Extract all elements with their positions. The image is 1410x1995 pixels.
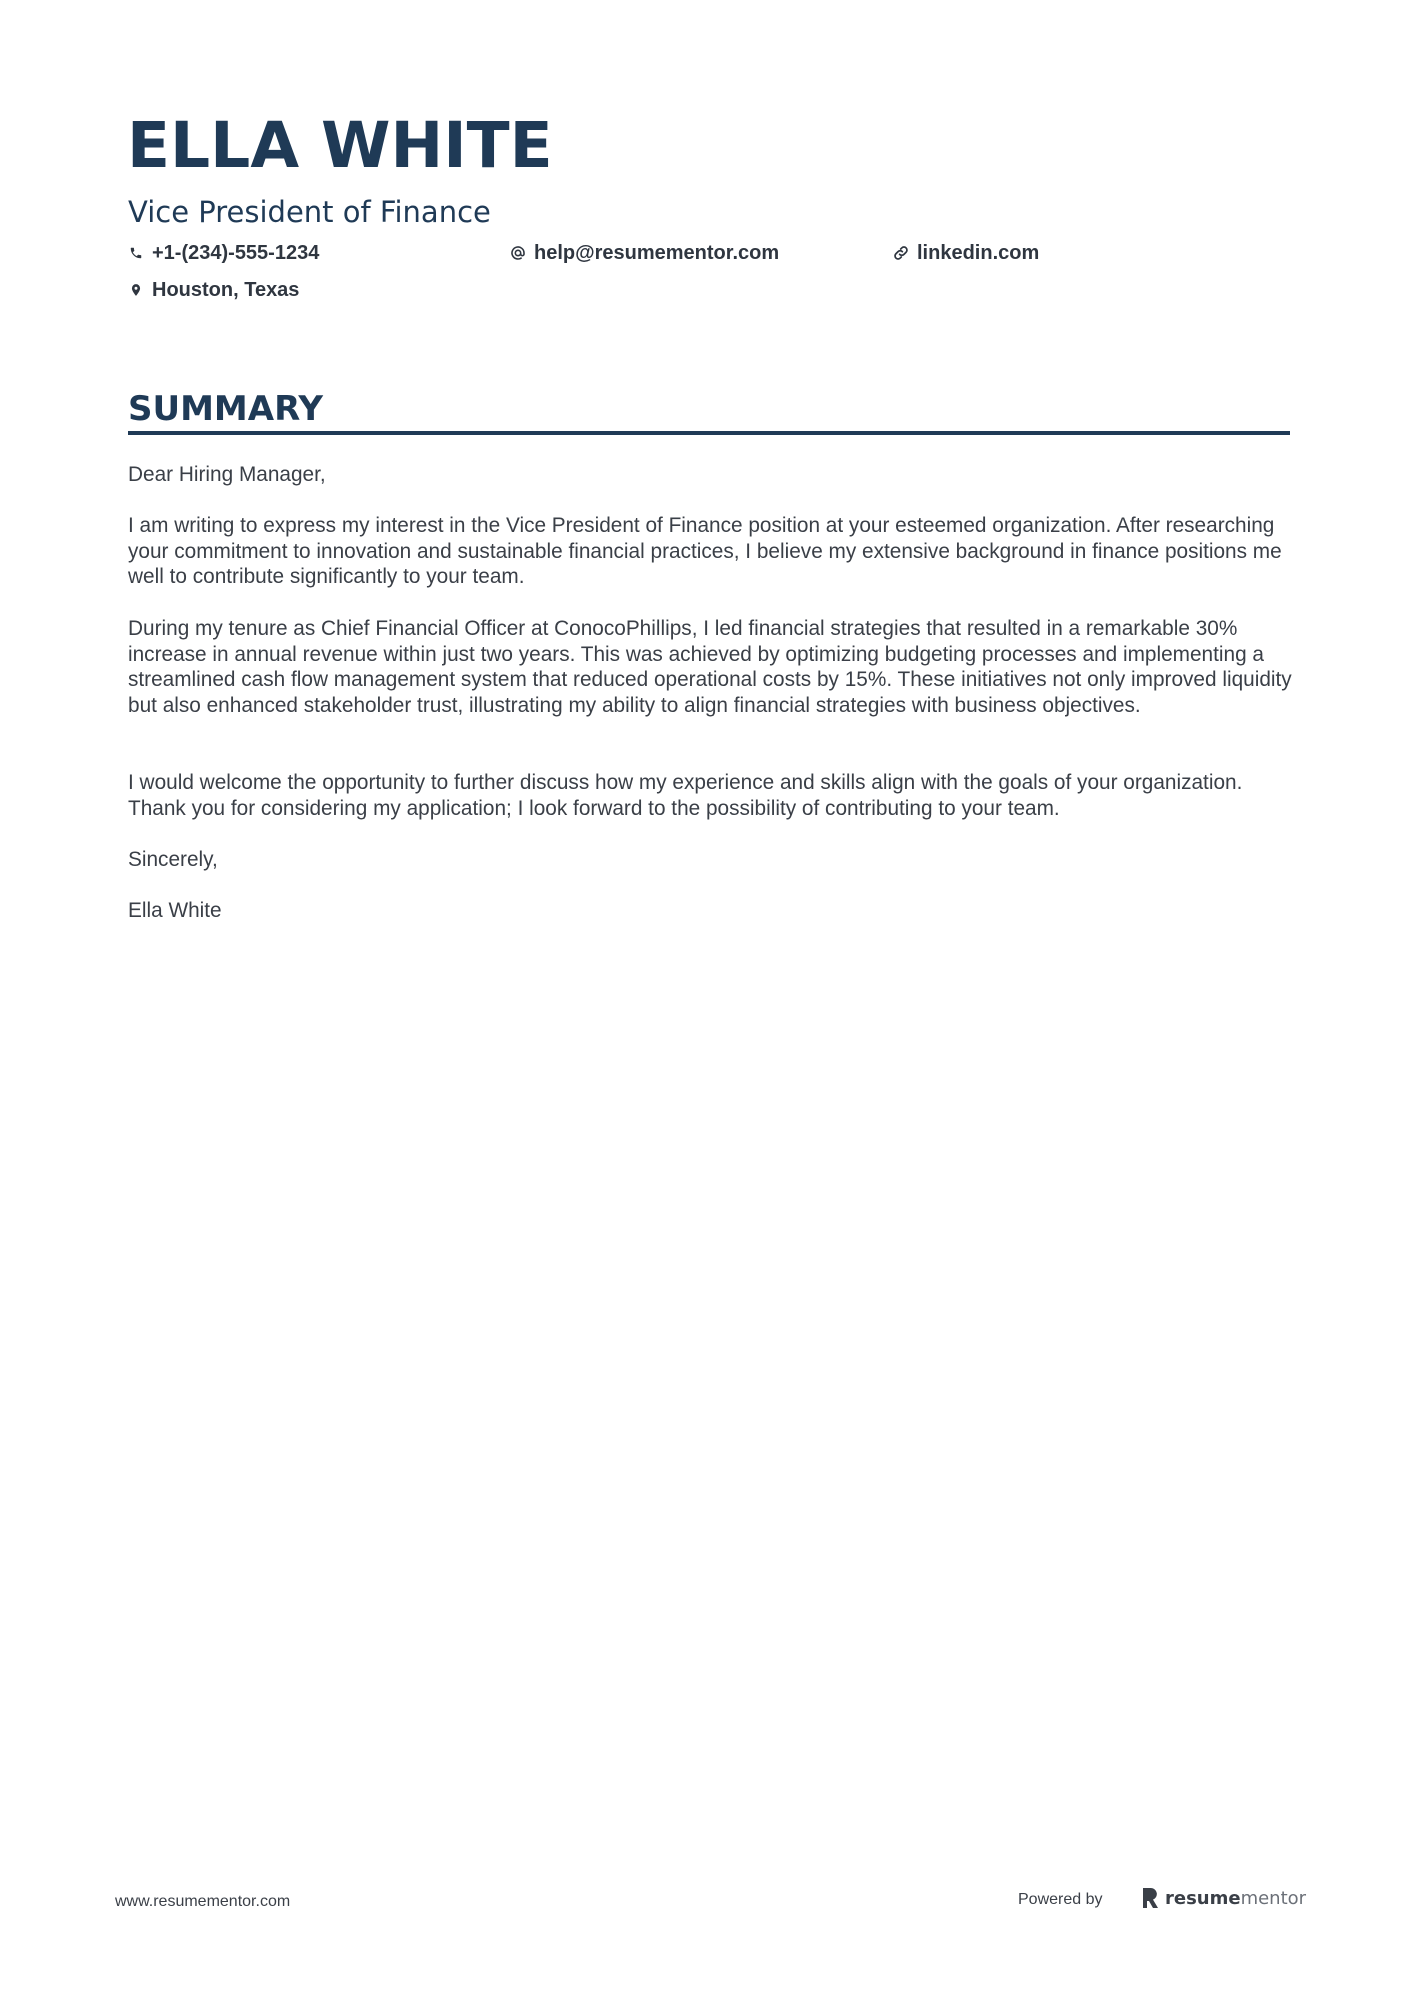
contact-location bbox=[128, 277, 299, 303]
footer-powered-by: Powered by bbox=[1018, 1891, 1103, 1908]
letter-closing: Sincerely, bbox=[128, 848, 218, 871]
footer-website-link[interactable]: www.resumementor.com bbox=[115, 1893, 291, 1910]
link-icon bbox=[893, 245, 909, 261]
at-icon bbox=[510, 245, 526, 261]
candidate-name: ELLA WHITE bbox=[127, 109, 553, 182]
phone-icon bbox=[128, 245, 144, 261]
contact-phone bbox=[128, 240, 319, 266]
letter-signature: Ella White bbox=[128, 899, 222, 922]
location-pin-icon bbox=[128, 282, 144, 298]
letter-paragraph: I would welcome the opportunity to further discuss how my experience and skills align with the goals of your organization. Thank you for considering my application; I look forward to the possibility of contributing to your team. bbox=[128, 771, 1243, 820]
footer-brand-logo[interactable] bbox=[1141, 1887, 1306, 1909]
resumementor-logo-icon bbox=[1141, 1887, 1159, 1909]
letter-paragraph: I am writing to express my interest in the Vice President of Finance position at your esteemed organization. After researching your commitment to innovation and sustainable financial practices, I believe my extensive background in finance positions me well to contribute significantly to your team. bbox=[128, 514, 1282, 589]
letter-salutation: Dear Hiring Manager, bbox=[128, 463, 326, 486]
brand-name-bold: resume bbox=[1165, 1887, 1241, 1909]
contact-email-text[interactable]: help@resumementor.com bbox=[534, 242, 780, 264]
section-divider bbox=[128, 431, 1290, 435]
section-title-summary: SUMMARY bbox=[128, 389, 324, 429]
letter-paragraph: During my tenure as Chief Financial Officer at ConocoPhillips, I led financial strategies that resulted in a remarkable 30% increase in annual revenue within just two years. This was achieved by optimizing budgeting processes and implementing a streamlined cash flow management system that reduced operational costs by 15%. These initiatives not only improved liquidity but also enhanced stakeholder trust, illustrating my ability to align financial strategies with business objectives. bbox=[128, 617, 1292, 718]
candidate-title: Vice President of Finance bbox=[128, 195, 491, 229]
brand-name-light: mentor bbox=[1240, 1887, 1307, 1909]
contact-email[interactable] bbox=[510, 240, 779, 266]
contact-website[interactable] bbox=[893, 240, 1039, 266]
contact-phone-text: +1-(234)-555-1234 bbox=[152, 242, 320, 264]
contact-website-text[interactable]: linkedin.com bbox=[917, 242, 1040, 264]
contact-location-text: Houston, Texas bbox=[152, 279, 300, 301]
